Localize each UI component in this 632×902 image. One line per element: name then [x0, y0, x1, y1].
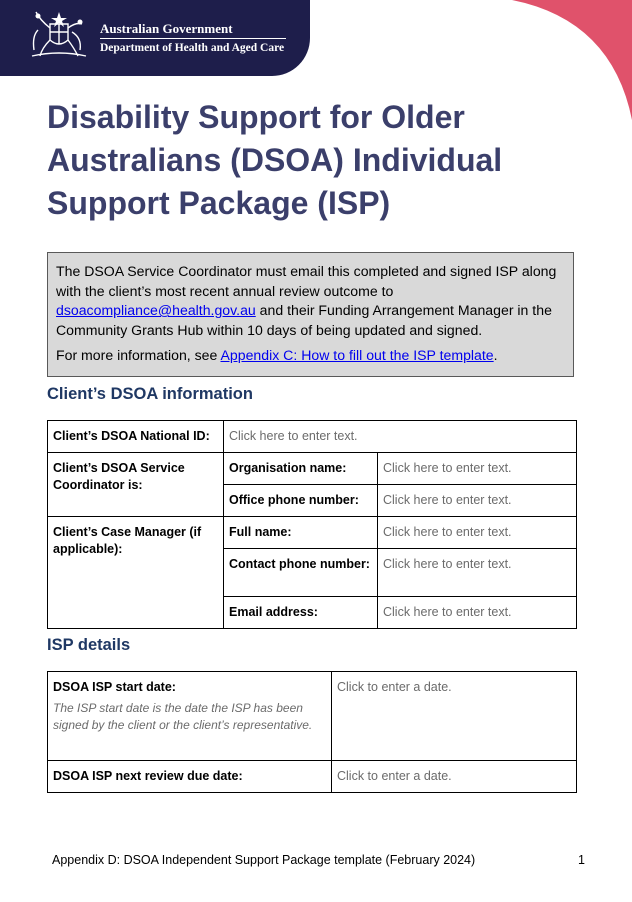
client-info-heading: Client’s DSOA information [47, 385, 253, 403]
full-name-field[interactable]: Click here to enter text. [378, 517, 577, 549]
table-row [48, 453, 577, 485]
page-number: 1 [578, 853, 585, 867]
submission-notice: The DSOA Service Coordinator must email this completed and signed ISP along with the client’s most recent annual review outcome to dsoacompliance@health.gov.au and their Funding Arrangement Manager in the Community Grants Hub within 10 days of being updated and signed. [56, 263, 557, 338]
table-row [48, 761, 577, 793]
coat-of-arms-icon [28, 10, 90, 60]
isp-start-date-field[interactable]: Click to enter a date. [332, 672, 577, 761]
table-row [48, 672, 577, 761]
national-id-field[interactable]: Click here to enter text. [224, 421, 577, 453]
contact-phone-label: Contact phone number: [224, 549, 378, 597]
organisation-name-label: Organisation name: [224, 453, 378, 485]
compliance-email-link[interactable]: dsoacompliance@health.gov.au [56, 302, 256, 319]
national-id-label: Client’s DSOA National ID: [48, 421, 224, 453]
client-info-table [47, 420, 577, 629]
appendix-c-link[interactable]: Appendix C: How to fill out the ISP template [220, 347, 494, 364]
isp-review-date-label: DSOA ISP next review due date: [48, 761, 332, 793]
email-address-field[interactable]: Click here to enter text. [378, 597, 577, 629]
isp-details-table [47, 671, 577, 793]
isp-details-heading: ISP details [47, 636, 131, 654]
service-coordinator-label: Client’s DSOA Service Coordinator is: [48, 453, 224, 517]
government-header-band [0, 0, 310, 76]
table-row [48, 517, 577, 549]
isp-review-date-field[interactable]: Click to enter a date. [332, 761, 577, 793]
government-name: Australian Government [100, 21, 233, 36]
footer-caption: Appendix D: DSOA Independent Support Package template (February 2024) [52, 853, 476, 867]
page-title: Disability Support for Older Australians (DSOA) Individual Support Package (ISP) [47, 99, 503, 221]
isp-start-date-label: DSOA ISP start date: The ISP start date is the date the ISP has been signed by the client or the client’s representative. [48, 672, 332, 761]
organisation-name-field[interactable]: Click here to enter text. [378, 453, 577, 485]
case-manager-label: Client’s Case Manager (if applicable): [48, 517, 224, 629]
table-row [48, 421, 577, 453]
submission-notice-box [47, 252, 574, 377]
office-phone-label: Office phone number: [224, 485, 378, 517]
email-address-label: Email address: [224, 597, 378, 629]
full-name-label: Full name: [224, 517, 378, 549]
more-info-line: For more information, see Appendix C: How to fill out the ISP template. [56, 347, 498, 364]
header-divider [100, 38, 286, 39]
isp-start-date-note: The ISP start date is the date the ISP has been signed by the client or the client’s representative. [53, 701, 313, 732]
contact-phone-field[interactable]: Click here to enter text. [378, 549, 577, 597]
office-phone-field[interactable]: Click here to enter text. [378, 485, 577, 517]
department-name: Department of Health and Aged Care [100, 42, 285, 54]
